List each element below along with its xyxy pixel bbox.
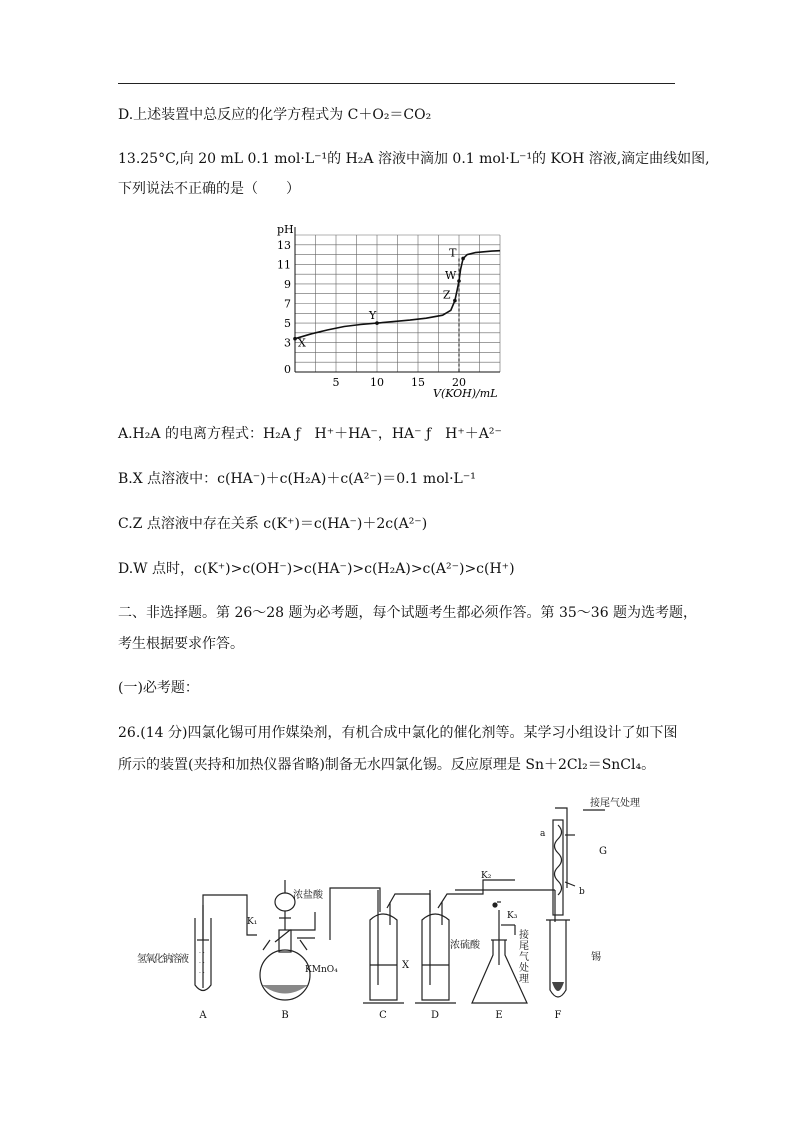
y-tick-label: 13 <box>277 238 291 252</box>
label-k1: K₁ <box>247 917 258 927</box>
svg-text:· ·: · · <box>199 960 205 967</box>
chart-grid <box>295 235 500 372</box>
apparatus-letter-a: A <box>199 1010 207 1021</box>
point-label-z: Z <box>442 288 451 302</box>
y-tick-label: 9 <box>284 277 291 291</box>
point-z <box>453 299 457 303</box>
point-label-x: X <box>298 336 306 350</box>
label-g: G <box>599 846 607 857</box>
connecting-tubing <box>203 880 555 942</box>
x-tick-label: 10 <box>370 376 384 389</box>
apparatus-letter-d: D <box>430 1010 440 1021</box>
point-x <box>293 337 297 341</box>
y-tick-label: 7 <box>284 297 291 311</box>
label-kmno4: KMnO₄ <box>305 965 338 975</box>
question-13-prompt: 下列说法不正确的是（ ） <box>118 181 300 197</box>
x-tick-label: 5 <box>332 376 340 389</box>
option-d-previous: D.上述装置中总反应的化学方程式为 C＋O₂＝CO₂ <box>118 107 432 123</box>
question-26-stem: 26.(14 分)四氯化锡可用作媒染剂，有机合成中氯化的催化剂等。某学习小组设计了如下图 <box>118 725 678 741</box>
y-tick-label: 11 <box>277 258 291 272</box>
svg-text:接尾气处理: 接尾气处理 <box>519 930 529 985</box>
point-label-y: Y <box>369 309 377 323</box>
y-tick-label: 3 <box>284 336 291 350</box>
apparatus-letter-c: C <box>379 1010 387 1021</box>
x-tick-label: 15 <box>411 376 425 389</box>
label-hcl: 浓盐酸 <box>293 890 323 901</box>
apparatus-letter-e: E <box>495 1010 503 1021</box>
x-axis-label: V(KOH)/mL <box>433 387 498 400</box>
svg-text:· ·: · · <box>199 970 205 977</box>
titration-chart <box>275 220 507 400</box>
option-a: A.H₂A 的电离方程式：H₂A ƒ H⁺＋HA⁻，HA⁻ ƒ H⁺＋A²⁻ <box>118 426 502 442</box>
label-tin: 锡 <box>591 952 601 963</box>
label-exhaust-e <box>519 928 529 985</box>
apparatus-letters <box>198 1010 561 1021</box>
header-rule <box>118 83 675 84</box>
bottle-c <box>363 890 404 1003</box>
label-b: b <box>579 887 585 897</box>
label-k3: K₃ <box>507 911 518 921</box>
label-naoh: 氢氧化钠溶液 <box>137 954 189 965</box>
x-tick-label: 20 <box>452 376 466 389</box>
apparatus-letter-f: F <box>554 1010 562 1021</box>
apparatus-diagram <box>135 790 675 1025</box>
apparatus-letter-b: B <box>281 1010 289 1021</box>
tube-f <box>546 820 575 997</box>
point-label-w: W <box>445 268 457 282</box>
option-b: B.X 点溶液中：c(HA⁻)＋c(H₂A)＋c(A²⁻)＝0.1 mol·L⁻¹ <box>118 471 476 487</box>
y-axis-label: pH <box>277 223 294 236</box>
point-t <box>461 257 465 261</box>
question-26-reaction: 所示的装置(夹持和加热仪器省略)制备无水四氯化锡。反应原理是 Sn＋2Cl₂＝SnCl₄。 <box>118 757 656 773</box>
required-heading: (一)必考题： <box>118 680 199 696</box>
label-k2: K₂ <box>481 871 492 881</box>
label-a: a <box>540 829 546 839</box>
section-2-heading: 二、非选择题。第 26～28 题为必考题，每个试题考生都必须作答。第 35～36 题为选考题， <box>118 605 698 621</box>
option-c: C.Z 点溶液中存在关系 c(K⁺)＝c(HA⁻)＋2c(A²⁻) <box>118 516 428 532</box>
label-exhaust-top: 接尾气处理 <box>590 798 640 809</box>
y-tick-label: 0 <box>284 363 291 376</box>
point-w <box>457 279 461 283</box>
chart-points <box>293 246 465 349</box>
label-x: X <box>402 960 410 971</box>
test-tube-a <box>195 905 211 991</box>
section-2-note: 考生根据要求作答。 <box>118 636 244 652</box>
svg-text:· ·: · · <box>199 950 205 957</box>
label-h2so4: 浓硫酸 <box>450 940 480 951</box>
point-label-t: T <box>449 246 457 260</box>
option-d: D.W 点时，c(K⁺)>c(OH⁻)>c(HA⁻)>c(H₂A)>c(A²⁻)>c(H⁺) <box>118 561 515 577</box>
question-13-stem: 13.25°C,向 20 mL 0.1 mol·L⁻¹的 H₂A 溶液中滴加 0.1 mol·L⁻¹的 KOH 溶液,滴定曲线如图, <box>118 151 710 167</box>
y-tick-label: 5 <box>284 317 291 331</box>
